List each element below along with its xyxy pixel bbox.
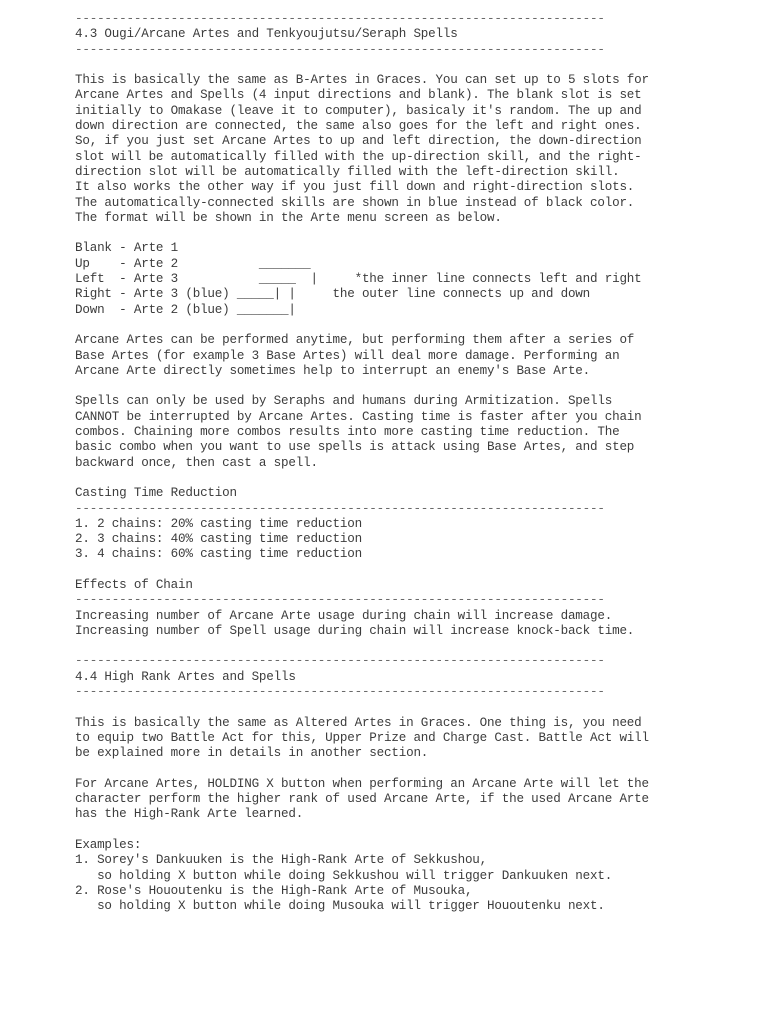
text-line: 3. 4 chains: 60% casting time reduction	[75, 547, 362, 562]
blank-line	[75, 639, 735, 654]
blank-line	[75, 471, 735, 486]
blank-line	[75, 700, 735, 715]
text-line: Increasing number of Spell usage during chain will increase knock-back time.	[75, 623, 635, 638]
text-line: slot will be automatically filled with the up-direction skill, and the right-	[75, 149, 642, 164]
divider-line: ------------------------------------------------------------------------	[75, 593, 605, 608]
blank-line	[75, 379, 735, 394]
text-line: This is basically the same as B-Artes in Graces. You can set up to 5 slots for	[75, 73, 649, 88]
text-line: Base Artes (for example 3 Base Artes) will deal more damage. Performing an	[75, 348, 620, 363]
text-line: Increasing number of Arcane Arte usage during chain will increase damage.	[75, 608, 613, 623]
text-line: Effects of Chain	[75, 577, 193, 592]
text-line: For Arcane Artes, HOLDING X button when performing an Arcane Arte will let the	[75, 776, 649, 791]
text-line: It also works the other way if you just fill down and right-direction slots.	[75, 180, 635, 195]
blank-line	[75, 762, 735, 777]
divider-line: ------------------------------------------------------------------------	[75, 12, 605, 26]
blank-line	[75, 563, 735, 578]
text-line: Up - Arte 2 _______	[75, 256, 311, 271]
divider-line: ------------------------------------------------------------------------	[75, 654, 605, 669]
text-line: 4.3 Ougi/Arcane Artes and Tenkyoujutsu/Seraph Spells	[75, 27, 458, 42]
text-line: character perform the higher rank of used Arcane Arte, if the used Arcane Arte	[75, 792, 649, 807]
blank-line	[75, 318, 735, 333]
blank-line	[75, 823, 735, 838]
text-line: 2. 3 chains: 40% casting time reduction	[75, 532, 362, 547]
blank-line	[75, 58, 735, 73]
text-line: so holding X button while doing Sekkushou will trigger Dankuuken next.	[75, 868, 613, 883]
text-line: Spells can only be used by Seraphs and humans during Armitization. Spells	[75, 394, 613, 409]
text-line: to equip two Battle Act for this, Upper Prize and Charge Cast. Battle Act will	[75, 730, 649, 745]
text-line: Right - Arte 3 (blue) _____| | the outer line connects up and down	[75, 287, 591, 302]
text-line: Examples:	[75, 838, 142, 853]
document-text	[75, 12, 735, 915]
text-line: basic combo when you want to use spells is attack using Base Artes, and step	[75, 440, 635, 455]
text-line: The format will be shown in the Arte menu screen as below.	[75, 210, 502, 225]
text-line: 4.4 High Rank Artes and Spells	[75, 669, 296, 684]
text-line: Down - Arte 2 (blue) _______|	[75, 302, 296, 317]
text-line: has the High-Rank Arte learned.	[75, 807, 304, 822]
text-line: Arcane Artes and Spells (4 input directions and blank). The blank slot is set	[75, 88, 642, 103]
text-line: This is basically the same as Altered Artes in Graces. One thing is, you need	[75, 715, 642, 730]
text-line: Blank - Arte 1	[75, 241, 179, 256]
divider-line: ------------------------------------------------------------------------	[75, 501, 605, 516]
text-line: so holding X button while doing Musouka will trigger Hououtenku next.	[75, 899, 605, 914]
text-line: down direction are connected, the same also goes for the left and right ones.	[75, 119, 642, 134]
text-line: The automatically-connected skills are shown in blue instead of black color.	[75, 195, 635, 210]
divider-line: ------------------------------------------------------------------------	[75, 42, 605, 57]
text-line: CANNOT be interrupted by Arcane Artes. Casting time is faster after you chain	[75, 409, 642, 424]
text-line: direction slot will be automatically filled with the left-direction skill.	[75, 164, 620, 179]
text-line: 1. Sorey's Dankuuken is the High-Rank Arte of Sekkushou,	[75, 853, 488, 868]
text-line: backward once, then cast a spell.	[75, 455, 318, 470]
text-line: combos. Chaining more combos results into more casting time reduction. The	[75, 425, 620, 440]
text-line: Casting Time Reduction	[75, 486, 237, 501]
blank-line	[75, 226, 735, 241]
text-line: 1. 2 chains: 20% casting time reduction	[75, 516, 362, 531]
text-line: be explained more in details in another section.	[75, 746, 429, 761]
text-line: Left - Arte 3 _____ | *the inner line connects left and right	[75, 272, 642, 287]
text-line: 2. Rose's Hououtenku is the High-Rank Arte of Musouka,	[75, 883, 473, 898]
text-line: Arcane Arte directly sometimes help to interrupt an enemy's Base Arte.	[75, 363, 591, 378]
text-line: Arcane Artes can be performed anytime, but performing them after a series of	[75, 333, 635, 348]
text-line: initially to Omakase (leave it to computer), basicaly it's random. The up and	[75, 103, 642, 118]
divider-line: ------------------------------------------------------------------------	[75, 685, 605, 700]
text-line: So, if you just set Arcane Artes to up and left direction, the down-direction	[75, 134, 642, 149]
